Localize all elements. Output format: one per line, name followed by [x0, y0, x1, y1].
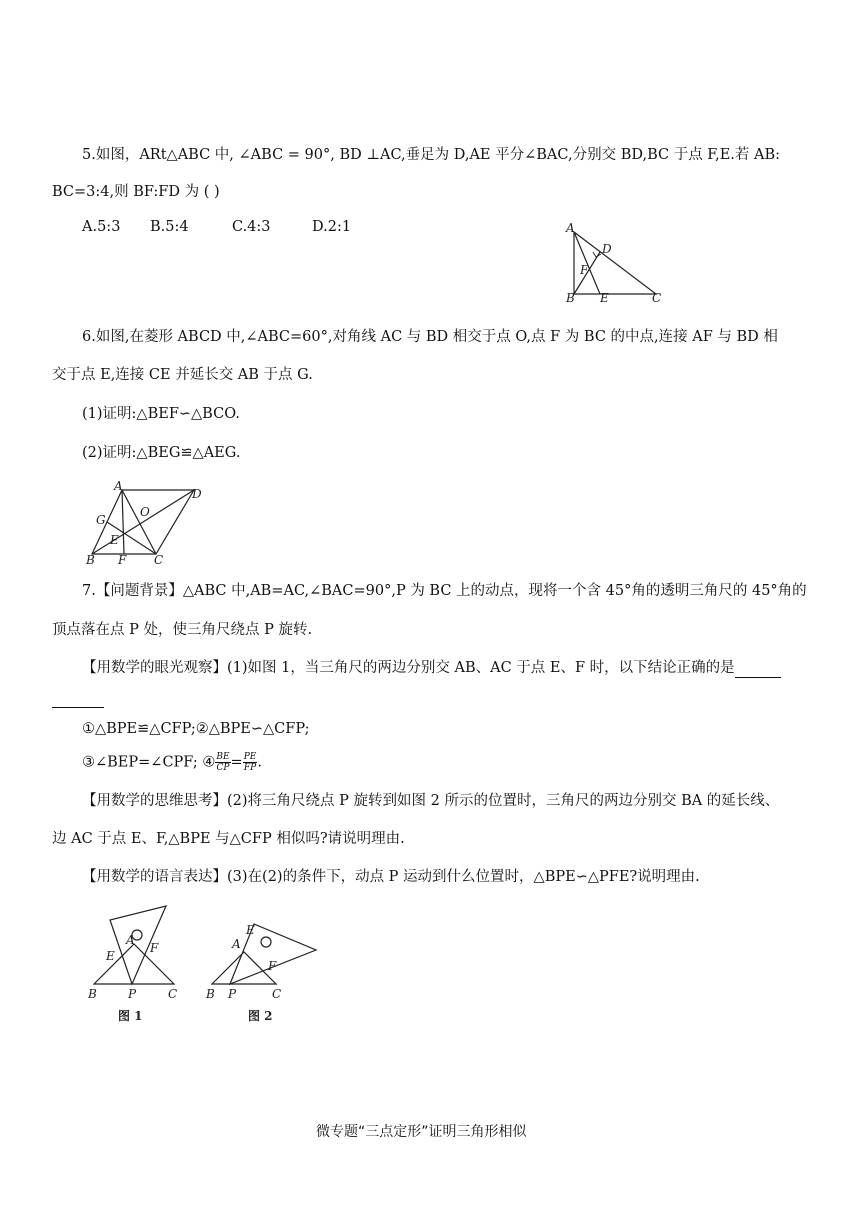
fig1-caption: 图 1 [118, 1009, 143, 1023]
q5-option-a: A.5:3 [82, 219, 121, 235]
fig2-label-e: E [246, 923, 255, 937]
fig2-caption: 图 2 [248, 1009, 273, 1023]
fig2-label-b: B [206, 987, 215, 1001]
q5-line1: 5.如图，ARt△ABC 中, ∠ABC = 90°, BD ⊥AC,垂足为 D,AE 平分∠BAC,分别交 BD,BC 于点 F,E.若 AB: [82, 147, 781, 163]
q6-part2: (2)证明:△BEG≌△AEG. [82, 445, 241, 461]
q7-frac2-numerator: PE [243, 752, 257, 762]
q5-label-d: D [602, 242, 612, 256]
q5-label-a: A [566, 222, 575, 235]
q7-answer-blank [735, 663, 781, 678]
q6-line1: 6.如图,在菱形 ABCD 中,∠ABC=60°,对角线 AC 与 BD 相交于点 O,点 F 为 BC 的中点,连接 AF 与 BD 相 [82, 329, 778, 345]
fig1-label-c: C [168, 987, 178, 1001]
q7-fraction-be-cp [215, 752, 230, 773]
section-title: 微专题“三点定形”证明三角形相似 [316, 1124, 527, 1140]
q7-express: 【用数学的语言表达】(3)在(2)的条件下，动点 P 运动到什么位置时，△BPE∽△PFE?说明理由. [82, 869, 700, 885]
q7-fraction-pe-fp [243, 752, 258, 773]
fig1-label-e: E [106, 949, 115, 963]
q6-part1: (1)证明:△BEF∽△BCO. [82, 406, 240, 422]
fig2-label-c: C [272, 987, 282, 1001]
q7-figure-1 [84, 902, 184, 1026]
q7-conc2-prefix: ③∠BEP=∠CPF; ④ [82, 754, 216, 771]
q6-label-b: B [86, 553, 95, 567]
fig1-label-b: B [88, 987, 97, 1001]
q6-label-g: G [96, 513, 106, 527]
q7-line1: 7.【问题背景】△ABC 中,AB=AC,∠BAC=90°,P 为 BC 上的动点，现将一个含 45°角的透明三角尺的 45°角的 [82, 583, 807, 599]
q7-frac1-numerator: BE [216, 752, 230, 762]
q5-option-c: C.4:3 [232, 219, 271, 235]
q5-label-b: B [566, 291, 575, 304]
q5-label-f: F [580, 263, 589, 277]
q6-label-d: D [192, 487, 202, 501]
q6-label-a: A [114, 480, 123, 493]
q7-answer-blank-continued [52, 707, 104, 708]
q7-equals: = [230, 754, 243, 771]
q7-conclusions-1: ①△BPE≌△CFP;②△BPE∽△CFP; [82, 721, 310, 737]
q7-think-1: 【用数学的思维思考】(2)将三角尺绕点 P 旋转到如图 2 所示的位置时，三角尺的两边分别交 BA 的延长线、 [82, 793, 780, 809]
q6-line2: 交于点 E,连接 CE 并延长交 AB 于点 G. [52, 367, 313, 383]
fig1-label-p: P [128, 987, 137, 1001]
q7-think-2: 边 AC 于点 E、F,△BPE 与△CFP 相似吗?请说明理由. [52, 831, 405, 847]
q5-option-b: B.5:4 [150, 219, 189, 235]
q6-figure [84, 480, 214, 568]
q5-line2: BC=3:4,则 BF:FD 为 ( ) [52, 184, 220, 200]
q7-observe-text: 【用数学的眼光观察】(1)如图 1，当三角尺的两边分别交 AB、AC 于点 E、F 时，以下结论正确的是 [82, 660, 735, 676]
q6-label-o: O [140, 505, 150, 519]
q5-options [82, 217, 351, 237]
q7-figure-2 [202, 912, 324, 1026]
fig2-label-a: A [232, 937, 241, 951]
fig2-label-f: F [268, 959, 277, 973]
q5-label-c: C [652, 291, 662, 304]
q6-label-e: E [110, 533, 119, 547]
q7-conclusions-2 [82, 752, 262, 773]
fig2-label-p: P [228, 987, 237, 1001]
q5-option-d: D.2:1 [312, 219, 352, 235]
q7-conc2-suffix: . [257, 754, 262, 771]
fig1-label-f: F [150, 941, 159, 955]
q6-label-f: F [118, 553, 127, 567]
q7-line2: 顶点落在点 P 处，使三角尺绕点 P 旋转. [52, 622, 313, 638]
q5-figure [560, 222, 670, 304]
fig1-label-a: A [126, 933, 135, 947]
q7-observe [82, 658, 781, 678]
q6-label-c: C [154, 553, 164, 567]
q7-frac2-denominator: FP [243, 763, 257, 773]
q5-label-e: E [600, 291, 609, 304]
q7-frac1-denominator: CP [216, 763, 230, 773]
